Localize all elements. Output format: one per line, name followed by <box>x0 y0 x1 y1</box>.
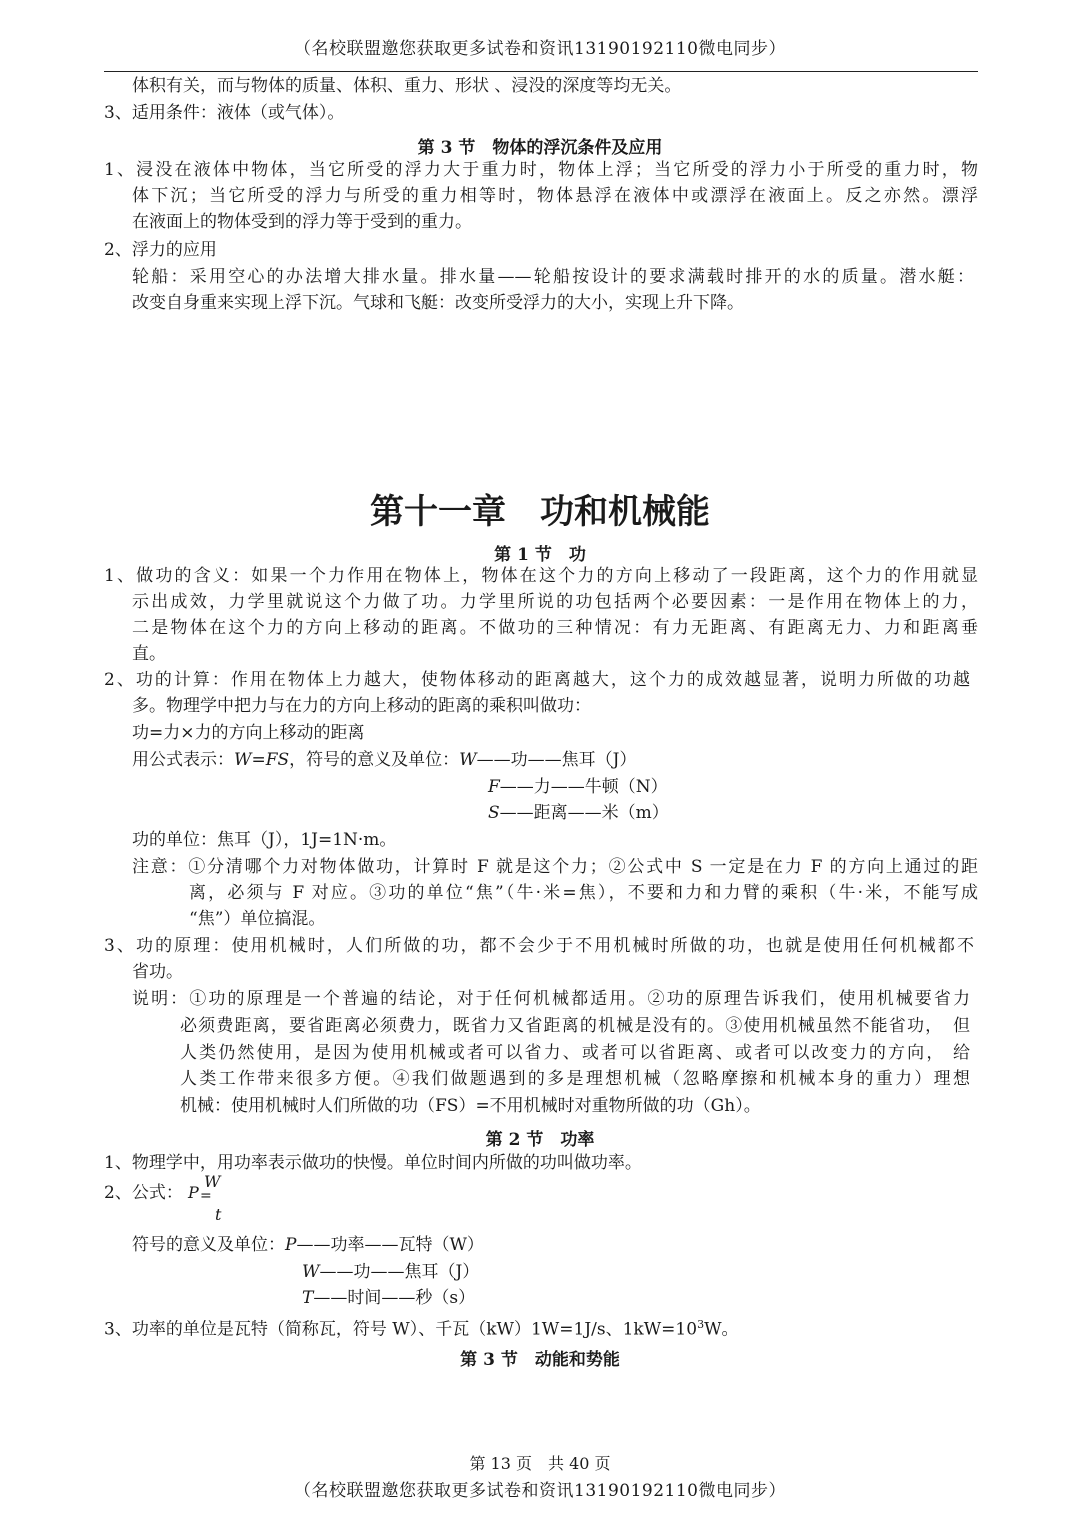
section-title: 第 3 节 物体的浮沉条件及应用 <box>417 138 663 158</box>
formula-line <box>132 750 636 770</box>
formula-mid: ，符号的意义及单位： <box>289 750 460 770</box>
chapter-title: 第十一章 功和机械能 <box>370 492 710 532</box>
symbol-t: T <box>302 1288 314 1308</box>
text-line: 人类工作带来很多方便。④我们做题遇到的多是理想机械（忽略摩擦和机械本身的重力）理想 <box>180 1069 970 1089</box>
text-line: 二是物体在这个力的方向上移动的距离。不做功的三种情况：有力无距离、有距离无力、力和距离垂 <box>132 618 978 638</box>
text-line: “焦”）单位搞混。 <box>189 909 326 929</box>
symbol-f: F <box>488 777 500 797</box>
formula-line <box>132 1235 484 1255</box>
symbol-t-desc: ——时间——秒（s） <box>313 1288 476 1308</box>
text-line: 在液面上的物体受到的浮力等于受到的重力。 <box>132 212 472 232</box>
text-line: 示出成效，力学里就说这个力做了功。力学里所说的功包括两个必要因素：一是作用在物体上的力， <box>132 592 978 612</box>
text-line: 2、浮力的应用 <box>104 240 217 260</box>
header-divider <box>104 71 978 72</box>
symbols-label: 符号的意义及单位： <box>132 1235 285 1255</box>
formula-line <box>302 1288 475 1308</box>
text-line: 功的单位：焦耳（J），1J=1N·m。 <box>132 830 397 850</box>
formula-line <box>488 803 669 823</box>
text-line: 轮船：采用空心的办法增大排水量。排水量——轮船按设计的要求满载时排开的水的质量。潜水艇： <box>132 267 974 287</box>
symbol-w: W <box>302 1262 320 1282</box>
formula-work: W=FS <box>234 750 290 770</box>
text-line: 机械：使用机械时人们所做的功（FS）=不用机械时对重物所做的功（Gh）。 <box>180 1096 761 1116</box>
symbol-s: S <box>488 803 500 823</box>
symbol-w: W <box>459 750 477 770</box>
text-line: 离，必须与 F 对应。③功的单位“焦”（牛·米=焦），不要和力和力臂的乘积（牛·米，不能写成 <box>189 883 978 903</box>
text-line: 体下沉；当它所受的浮力与所受的重力相等时，物体悬浮在液体中或漂浮在液面上。反之亦然。漂浮 <box>132 186 978 206</box>
symbol-f-desc: ——力——牛顿（N） <box>499 777 668 797</box>
text-line: 改变自身重来实现上浮下沉。气球和飞艇：改变所受浮力的大小，实现上升下降。 <box>132 293 744 313</box>
text-line: 1、做功的含义：如果一个力作用在物体上，物体在这个力的方向上移动了一段距离，这个力的作用就显 <box>104 566 978 586</box>
symbol-w-desc: ——功——焦耳（J） <box>476 750 637 770</box>
power-symbol: P <box>188 1183 199 1202</box>
fraction-denominator: t <box>215 1205 222 1224</box>
page-number: 第 13 页 共 40 页 <box>469 1454 611 1473</box>
page-footer: （名校联盟邀您获取更多试卷和资讯13190192110微电同步） <box>294 1481 786 1501</box>
symbol-s-desc: ——距离——米（m） <box>499 803 669 823</box>
text-line: 人类仍然使用，是因为使用机械或者可以省力、或者可以省距离、或者可以改变力的方向， 给 <box>180 1043 970 1063</box>
symbol-w-desc: ——功——焦耳（J） <box>319 1262 480 1282</box>
formula-line <box>488 777 668 797</box>
text-line: 体积有关，而与物体的质量、体积、重力、形状 、浸没的深度等均无关。 <box>132 76 682 96</box>
text-line: 必须费距离，要省距离必须费力，既省力又省距离的机械是没有的。③使用机械虽然不能省功， 但 <box>180 1016 970 1036</box>
power-unit-text: 3、功率的单位是瓦特（简称瓦，符号 W）、千瓦（kW）1W=1J/s、1kW=10 <box>104 1319 698 1340</box>
symbol-p: P <box>285 1235 297 1255</box>
formula-prefix: 用公式表示： <box>132 750 234 770</box>
text-line: 3、适用条件：液体（或气体）。 <box>104 103 345 123</box>
power-unit-end: W。 <box>704 1319 739 1340</box>
text-line: 多。物理学中把力与在力的方向上移动的距离的乘积叫做功： <box>132 696 591 716</box>
text-line <box>104 1315 739 1340</box>
text-line: 3、功的原理：使用机械时，人们所做的功，都不会少于不用机械时所做的功，也就是使用任何机械都不 <box>104 936 974 956</box>
fraction-numerator: W <box>204 1172 221 1191</box>
equals-sign: = <box>200 1188 212 1204</box>
formula-line <box>302 1262 479 1282</box>
power-unit-exponent: 3 <box>697 1318 705 1331</box>
page-header: （名校联盟邀您获取更多试卷和资讯13190192110微电同步） <box>294 39 786 59</box>
text-line: 说明：①功的原理是一个普遍的结论，对于任何机械都适用。②功的原理告诉我们，使用机械要省力 <box>132 989 970 1009</box>
text-line: 1、物理学中，用功率表示做功的快慢。单位时间内所做的功叫做功率。 <box>104 1153 642 1173</box>
text-line: 2、功的计算：作用在物体上力越大，使物体移动的距离越大，这个力的成效越显著，说明力所做的功越 <box>104 670 970 690</box>
symbol-p-desc: ——功率——瓦特（W） <box>296 1235 484 1255</box>
text-line: 省功。 <box>132 962 183 982</box>
text-line: 2、公式： <box>104 1183 183 1203</box>
text-line: 1、浸没在液体中物体，当它所受的浮力大于重力时，物体上浮；当它所受的浮力小于所受的重力时，物 <box>104 160 978 180</box>
section-title: 第 2 节 功率 <box>485 1130 595 1150</box>
text-line: 直。 <box>132 644 166 664</box>
text-line: 注意：①分清哪个力对物体做功，计算时 F 就是这个力；②公式中 S 一定是在力 F 的方向上通过的距 <box>132 857 978 877</box>
section-title: 第 1 节 功 <box>494 545 586 565</box>
text-line: 功=力×力的方向上移动的距离 <box>132 723 365 743</box>
section-title: 第 3 节 动能和势能 <box>460 1350 620 1370</box>
